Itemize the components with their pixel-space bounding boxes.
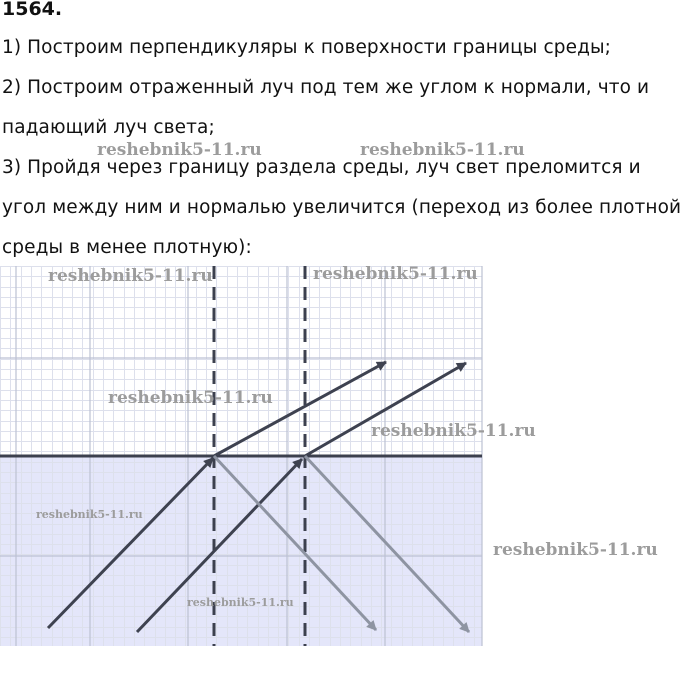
watermark-8: reshebnik5-11.ru xyxy=(493,540,658,560)
watermark-7: reshebnik5-11.ru xyxy=(36,508,143,521)
text-line-5: угол между ним и нормалью увеличится (переход из более плотной xyxy=(2,197,682,218)
watermark-5: reshebnik5-11.ru xyxy=(108,388,273,408)
watermark-9: reshebnik5-11.ru xyxy=(187,596,294,609)
text-line-6: среды в менее плотную): xyxy=(2,237,252,258)
watermark-3: reshebnik5-11.ru xyxy=(48,266,213,286)
watermark-4: reshebnik5-11.ru xyxy=(313,264,478,284)
refraction-diagram xyxy=(0,266,691,646)
watermark-1: reshebnik5-11.ru xyxy=(97,140,262,160)
problem-number: 1564. xyxy=(2,0,63,20)
text-line-4: 3) Пройдя через границу раздела среды, луч свет преломится и xyxy=(2,157,641,178)
text-line-1: 1) Построим перпендикуляры к поверхности границы среды; xyxy=(2,37,612,58)
watermark-2: reshebnik5-11.ru xyxy=(360,140,525,160)
text-line-3: падающий луч света; xyxy=(2,117,215,138)
text-line-2: 2) Построим отраженный луч под тем же углом к нормали, что и xyxy=(2,77,650,98)
watermark-6: reshebnik5-11.ru xyxy=(371,421,536,441)
